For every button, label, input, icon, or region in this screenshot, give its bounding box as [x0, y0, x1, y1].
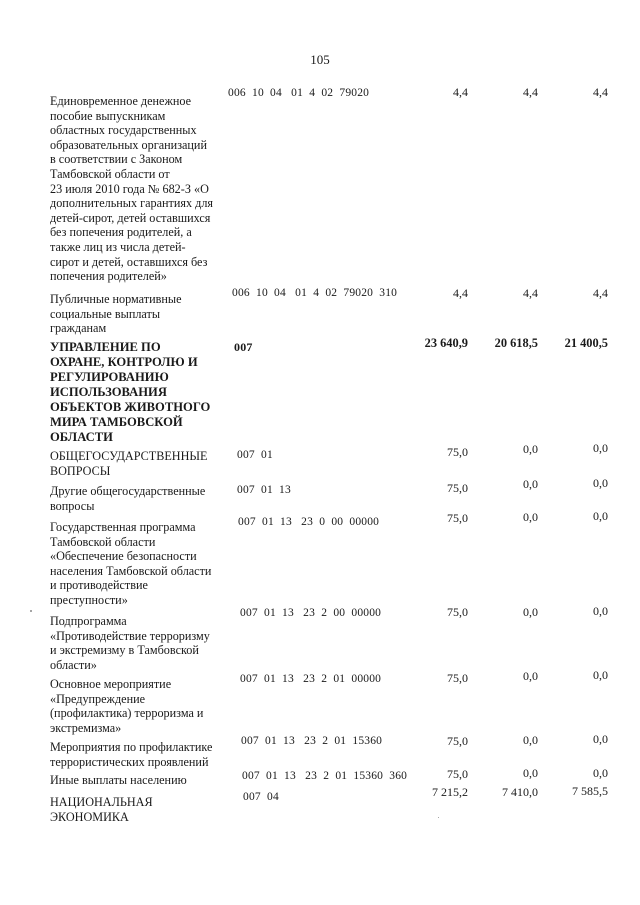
row-name: Основное мероприятие «Предупреждение (профилактика) терроризма и экстремизма» — [50, 677, 204, 735]
row-name: НАЦИОНАЛЬНАЯ ЭКОНОМИКА — [50, 795, 153, 824]
row-value-1: 75,0 — [447, 767, 468, 781]
row-value-2: 0,0 — [523, 733, 538, 747]
row-value-2: 4,4 — [523, 286, 538, 300]
row-value-1: 75,0 — [447, 605, 468, 619]
row-value-2: 7 410,0 — [502, 785, 538, 799]
row-name: Подпрограмма «Противодействие терроризму и экстремизму в Тамбовской области» — [50, 614, 210, 672]
row-name: Публичные нормативные социальные выплаты гражданам — [50, 292, 182, 336]
row-code: 007 01 13 — [237, 484, 291, 496]
row-name: Иные выплаты населению — [50, 773, 187, 787]
row-value-3: 0,0 — [593, 476, 608, 490]
row-value-3: 0,0 — [593, 732, 608, 746]
row-value-3: 0,0 — [593, 668, 608, 682]
row-name: Государственная программа Тамбовской области «Обеспечение безопасности населения Тамбовской области и противодействие преступности» — [50, 520, 212, 607]
row-code: 007 01 13 23 2 01 15360 — [241, 735, 383, 747]
row-name: Другие общегосударственные вопросы — [50, 484, 206, 513]
row-value-2: 0,0 — [523, 477, 538, 491]
row-value-1: 7 215,2 — [432, 785, 468, 799]
row-code: 007 01 13 23 2 00 00000 — [240, 607, 382, 619]
row-value-3: 0,0 — [593, 604, 608, 618]
page-number: 105 — [310, 52, 330, 67]
row-value-2: 0,0 — [523, 510, 538, 524]
row-value-3: 7 585,5 — [572, 784, 608, 798]
row-value-2: 0,0 — [523, 766, 538, 780]
row-name: УПРАВЛЕНИЕ ПО ОХРАНЕ, КОНТРОЛЮ И РЕГУЛИРОВАНИЮ ИСПОЛЬЗОВАНИЯ ОБЪЕКТОВ ЖИВОТНОГО МИРА ТАМБОВСКОЙ ОБЛАСТИ — [50, 340, 211, 444]
scan-speck — [438, 817, 439, 818]
row-value-2: 4,4 — [523, 85, 538, 99]
row-name: ОБЩЕГОСУДАРСТВЕННЫЕ ВОПРОСЫ — [50, 449, 208, 478]
row-code: 007 01 13 23 2 01 00000 — [240, 673, 382, 685]
row-code: 007 01 — [237, 449, 273, 461]
row-value-3: 0,0 — [593, 441, 608, 455]
row-value-1: 4,4 — [453, 286, 468, 300]
row-value-1: 75,0 — [447, 734, 468, 748]
row-value-2: 20 618,5 — [494, 336, 538, 350]
row-value-2: 0,0 — [523, 669, 538, 683]
row-value-2: 0,0 — [523, 442, 538, 456]
row-value-1: 75,0 — [447, 671, 468, 685]
row-value-3: 4,4 — [593, 85, 608, 99]
row-code: 007 04 — [243, 791, 279, 803]
row-value-1: 75,0 — [447, 511, 468, 525]
row-code: 006 10 04 01 4 02 79020 — [228, 87, 370, 99]
row-name: Единовременное денежное пособие выпускникам областных государственных образовательных организаций в соответствии с Законом Тамбовской области от 23 июля 2010 года № 682-З «О дополнительных гарантиях для детей-сирот, детей оставшихся без попечения родителей, а также лиц из числа детей- сирот и детей, оставшихся без попечения родителей» — [50, 94, 214, 284]
row-value-1: 23 640,9 — [424, 336, 468, 350]
scan-speck — [30, 610, 32, 612]
row-code: 007 01 13 23 2 01 15360 360 — [242, 770, 408, 782]
row-value-3: 4,4 — [593, 286, 608, 300]
row-value-2: 0,0 — [523, 605, 538, 619]
row-value-1: 4,4 — [453, 85, 468, 99]
row-value-3: 0,0 — [593, 766, 608, 780]
row-code: 007 — [234, 340, 253, 354]
row-value-1: 75,0 — [447, 445, 468, 459]
row-value-3: 0,0 — [593, 509, 608, 523]
row-value-1: 75,0 — [447, 481, 468, 495]
row-code: 006 10 04 01 4 02 79020 310 — [232, 287, 398, 299]
row-code: 007 01 13 23 0 00 00000 — [238, 516, 380, 528]
row-value-3: 21 400,5 — [564, 336, 608, 350]
row-name: Мероприятия по профилактике террористических проявлений — [50, 740, 213, 769]
